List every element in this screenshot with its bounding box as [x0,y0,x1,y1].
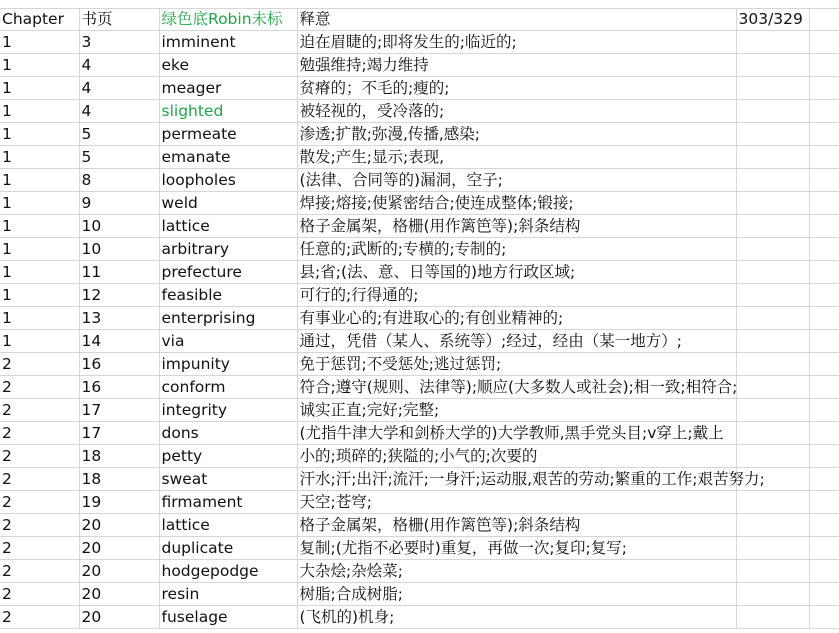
table-row [0,54,839,77]
table-row [0,192,839,215]
meaning-text: 符合;遵守(规则、法律等);顺应(大多数人或社会);相一致;相符合; [299,378,738,396]
cell-meaning[interactable] [297,238,736,261]
cell-word[interactable]: slighted [159,100,297,123]
meaning-text: 树脂;合成树脂; [299,585,403,603]
cell-meaning[interactable] [297,330,736,353]
cell-empty-f[interactable] [809,399,839,422]
cell-empty-f[interactable] [809,353,839,376]
table-row [0,123,839,146]
cell-meaning[interactable] [297,31,736,54]
cell-word[interactable]: lattice [159,514,297,537]
cell-empty-f[interactable] [809,192,839,215]
table-row [0,560,839,583]
cell-meaning[interactable] [297,100,736,123]
cell-word[interactable]: firmament [159,491,297,514]
cell-page[interactable]: 16 [79,353,159,376]
header-row [0,8,839,31]
table-row [0,77,839,100]
cell-page[interactable]: 19 [79,491,159,514]
meaning-text: 渗透;扩散;弥漫,传播,感染; [299,125,481,143]
cell-chapter[interactable]: 2 [0,376,79,399]
cell-empty-e[interactable] [736,146,809,169]
cell-chapter[interactable]: 1 [0,330,79,353]
table-row [0,514,839,537]
meaning-text: 通过，凭借（某人、系统等）;经过，经由（某一地方）; [299,332,682,350]
table-row [0,468,839,491]
cell-empty-e[interactable] [736,330,809,353]
cell-chapter[interactable]: 1 [0,307,79,330]
cell-page[interactable]: 4 [79,54,159,77]
cell-meaning[interactable] [297,560,736,583]
cell-meaning[interactable] [297,468,765,491]
cell-empty-e[interactable] [736,422,809,445]
cell-meaning[interactable] [297,376,736,399]
cell-empty-e[interactable] [736,100,809,123]
meaning-text: 格子金属架，格栅(用作篱笆等);斜条结构 [299,217,581,235]
cell-page[interactable]: 17 [79,399,159,422]
meaning-text: 迫在眉睫的;即将发生的;临近的; [299,33,517,51]
cell-empty-f[interactable] [809,146,839,169]
cell-empty-f[interactable] [809,445,839,468]
table-row [0,399,839,422]
cell-chapter[interactable]: 2 [0,560,79,583]
table-row [0,537,839,560]
table-row [0,606,839,629]
meaning-text: 小的;琐碎的;狭隘的;小气的;次要的 [299,447,538,465]
table-row [0,100,839,123]
meaning-text: (尤指牛津大学和剑桥大学的)大学教师,黑手党头目;v穿上;戴上 [299,424,724,442]
cell-chapter[interactable]: 1 [0,284,79,307]
cell-empty-f[interactable] [809,261,839,284]
cell-page[interactable]: 17 [79,422,159,445]
cell-word[interactable]: weld [159,192,297,215]
cell-chapter[interactable]: 1 [0,169,79,192]
cell-chapter[interactable]: 1 [0,192,79,215]
cell-empty-f[interactable] [809,77,839,100]
cell-empty-f[interactable] [809,215,839,238]
cell-page[interactable]: 3 [79,31,159,54]
cell-empty-f[interactable] [809,560,839,583]
meaning-text: 散发;产生;显示;表现, [299,148,445,166]
cell-word[interactable]: via [159,330,297,353]
cell-empty-e[interactable] [736,491,809,514]
cell-empty-e[interactable] [736,169,809,192]
cell-empty-f[interactable] [809,537,839,560]
cell-empty-e[interactable] [736,261,809,284]
header-cell-meaning[interactable]: 释意 [297,8,736,31]
cell-word[interactable]: loopholes [159,169,297,192]
cell-page[interactable]: 20 [79,560,159,583]
cell-chapter[interactable]: 2 [0,514,79,537]
cell-meaning[interactable] [297,422,736,445]
cell-empty-f[interactable] [809,514,839,537]
cell-word[interactable]: feasible [159,284,297,307]
cell-page[interactable]: 10 [79,215,159,238]
table-row [0,261,839,284]
cell-empty-f[interactable] [809,330,839,353]
cell-empty-f[interactable] [809,31,839,54]
cell-page[interactable]: 5 [79,123,159,146]
cell-page[interactable]: 20 [79,537,159,560]
cell-page[interactable]: 16 [79,376,159,399]
cell-empty-f[interactable] [809,169,839,192]
cell-page[interactable]: 11 [79,261,159,284]
cell-meaning[interactable] [297,123,736,146]
table-row [0,31,839,54]
cell-empty-e[interactable] [736,192,809,215]
table-row [0,215,839,238]
cell-empty-f[interactable] [809,238,839,261]
cell-word[interactable]: prefecture [159,261,297,284]
meaning-text: 县;省;(法、意、日等国的)地方行政区域; [299,263,576,281]
cell-meaning[interactable] [297,399,736,422]
cell-empty-e[interactable] [736,376,809,399]
cell-page[interactable]: 20 [79,514,159,537]
cell-word[interactable]: conform [159,376,297,399]
cell-word[interactable]: enterprising [159,307,297,330]
cell-meaning[interactable] [297,169,736,192]
cell-chapter[interactable]: 1 [0,31,79,54]
cell-chapter[interactable]: 2 [0,445,79,468]
table-row [0,445,839,468]
meaning-text: 诚实正直;完好;完整; [299,401,440,419]
cell-empty-f[interactable] [809,54,839,77]
cell-chapter[interactable]: 2 [0,583,79,606]
cell-empty-f[interactable] [809,491,839,514]
meaning-text: 汗水;汗;出汗;流汗;一身汗;运动服,艰苦的劳动;繁重的工作;艰苦努力; [299,470,765,488]
cell-empty-e[interactable] [736,77,809,100]
cell-meaning[interactable] [297,514,736,537]
cell-word[interactable]: resin [159,583,297,606]
cell-word[interactable]: fuselage [159,606,297,629]
cell-empty-e[interactable] [736,514,809,537]
cell-empty-e[interactable] [736,445,809,468]
cell-page[interactable]: 4 [79,100,159,123]
header-cell-word[interactable]: 绿色底Robin未标 [159,8,297,31]
cell-empty-e[interactable] [736,123,809,146]
cell-page[interactable]: 20 [79,583,159,606]
cell-word[interactable]: sweat [159,468,297,491]
header-cell-page[interactable]: 书页 [79,8,159,31]
cell-word[interactable]: impunity [159,353,297,376]
cell-empty-f[interactable] [809,422,839,445]
vocabulary-table [0,8,839,629]
cell-empty-f[interactable] [809,284,839,307]
cell-word[interactable]: permeate [159,123,297,146]
cell-empty-e[interactable] [736,31,809,54]
cell-meaning[interactable] [297,445,736,468]
meaning-text: 免于惩罚;不受惩处;逃过惩罚; [299,355,502,373]
cell-meaning[interactable] [297,261,736,284]
cell-word[interactable]: lattice [159,215,297,238]
meaning-text: (法律、合同等的)漏洞，空子; [299,171,503,189]
cell-word[interactable]: meager [159,77,297,100]
table-row [0,238,839,261]
meaning-text: 有事业心的;有进取心的;有创业精神的; [299,309,564,327]
cell-meaning[interactable] [297,77,736,100]
cell-word[interactable]: duplicate [159,537,297,560]
cell-meaning[interactable] [297,284,736,307]
cell-word[interactable]: emanate [159,146,297,169]
cell-empty-e[interactable] [736,583,809,606]
cell-meaning[interactable] [297,353,736,376]
table-row [0,491,839,514]
meaning-text: 焊接;熔接;使紧密结合;使连成整体;锻接; [299,194,574,212]
cell-chapter[interactable]: 1 [0,123,79,146]
cell-page[interactable]: 18 [79,468,159,491]
cell-meaning[interactable] [297,537,736,560]
cell-chapter[interactable]: 2 [0,468,79,491]
cell-chapter[interactable]: 1 [0,100,79,123]
cell-chapter[interactable]: 1 [0,77,79,100]
cell-empty-e[interactable] [736,537,809,560]
cell-page[interactable]: 5 [79,146,159,169]
cell-meaning[interactable] [297,583,736,606]
cell-chapter[interactable]: 1 [0,261,79,284]
cell-word[interactable]: hodgepodge [159,560,297,583]
cell-chapter[interactable]: 2 [0,537,79,560]
table-row [0,284,839,307]
cell-word[interactable]: eke [159,54,297,77]
cell-chapter[interactable]: 1 [0,146,79,169]
cell-page[interactable]: 8 [79,169,159,192]
cell-empty-e[interactable] [736,215,809,238]
table-row [0,307,839,330]
cell-empty-e[interactable] [736,399,809,422]
cell-chapter[interactable]: 1 [0,238,79,261]
cell-page[interactable]: 20 [79,606,159,629]
cell-meaning[interactable] [297,491,736,514]
cell-meaning[interactable] [297,606,736,629]
cell-chapter[interactable]: 2 [0,422,79,445]
cell-chapter[interactable]: 1 [0,54,79,77]
cell-meaning[interactable] [297,192,736,215]
cell-chapter[interactable]: 2 [0,353,79,376]
cell-page[interactable]: 4 [79,77,159,100]
cell-empty-f[interactable] [809,376,839,399]
cell-empty-e[interactable] [736,560,809,583]
meaning-text: 贫瘠的；不毛的;瘦的; [299,79,450,97]
cell-chapter[interactable]: 2 [0,491,79,514]
header-cell-chapter[interactable]: Chapter [0,8,79,31]
meaning-text: (飞机的)机身; [299,608,395,626]
meaning-text: 格子金属架，格栅(用作篱笆等);斜条结构 [299,516,581,534]
cell-meaning[interactable] [297,146,736,169]
meaning-text: 可行的;行得通的; [299,286,419,304]
cell-page[interactable]: 14 [79,330,159,353]
cell-chapter[interactable]: 2 [0,399,79,422]
cell-empty-e[interactable] [736,238,809,261]
cell-empty-f[interactable] [809,307,839,330]
cell-empty-f[interactable] [809,583,839,606]
table-row [0,353,839,376]
cell-meaning[interactable] [297,54,736,77]
cell-empty-f[interactable] [809,100,839,123]
table-row [0,169,839,192]
cell-empty-f[interactable] [809,468,839,491]
meaning-text: 大杂烩;杂烩菜; [299,562,403,580]
cell-empty-e[interactable] [736,307,809,330]
header-cell-count[interactable]: 303/329 [736,8,809,31]
cell-chapter[interactable]: 2 [0,606,79,629]
cell-word[interactable]: petty [159,445,297,468]
cell-page[interactable]: 10 [79,238,159,261]
meaning-text: 复制;(尤指不必要时)重复，再做一次;复印;复写; [299,539,627,557]
cell-empty-e[interactable] [736,606,809,629]
cell-page[interactable]: 18 [79,445,159,468]
cell-meaning[interactable] [297,215,736,238]
meaning-text: 天空;苍穹; [299,493,372,511]
cell-chapter[interactable]: 1 [0,215,79,238]
cell-word[interactable]: dons [159,422,297,445]
cell-page[interactable]: 13 [79,307,159,330]
meaning-text: 任意的;武断的;专横的;专制的; [299,240,507,258]
cell-word[interactable]: integrity [159,399,297,422]
header-cell-extra[interactable] [809,8,839,31]
table-row [0,376,839,399]
cell-empty-e[interactable] [736,284,809,307]
cell-empty-e[interactable] [736,54,809,77]
cell-word[interactable]: imminent [159,31,297,54]
cell-empty-f[interactable] [809,123,839,146]
cell-empty-e[interactable] [736,353,809,376]
cell-page[interactable]: 9 [79,192,159,215]
cell-meaning[interactable] [297,307,736,330]
meaning-text: 被轻视的，受冷落的; [299,102,445,120]
table-row [0,330,839,353]
table-row [0,146,839,169]
meaning-text: 勉强维持;竭力维持 [299,56,429,74]
cell-empty-f[interactable] [809,606,839,629]
table-row [0,583,839,606]
table-row [0,422,839,445]
cell-page[interactable]: 12 [79,284,159,307]
cell-word[interactable]: arbitrary [159,238,297,261]
